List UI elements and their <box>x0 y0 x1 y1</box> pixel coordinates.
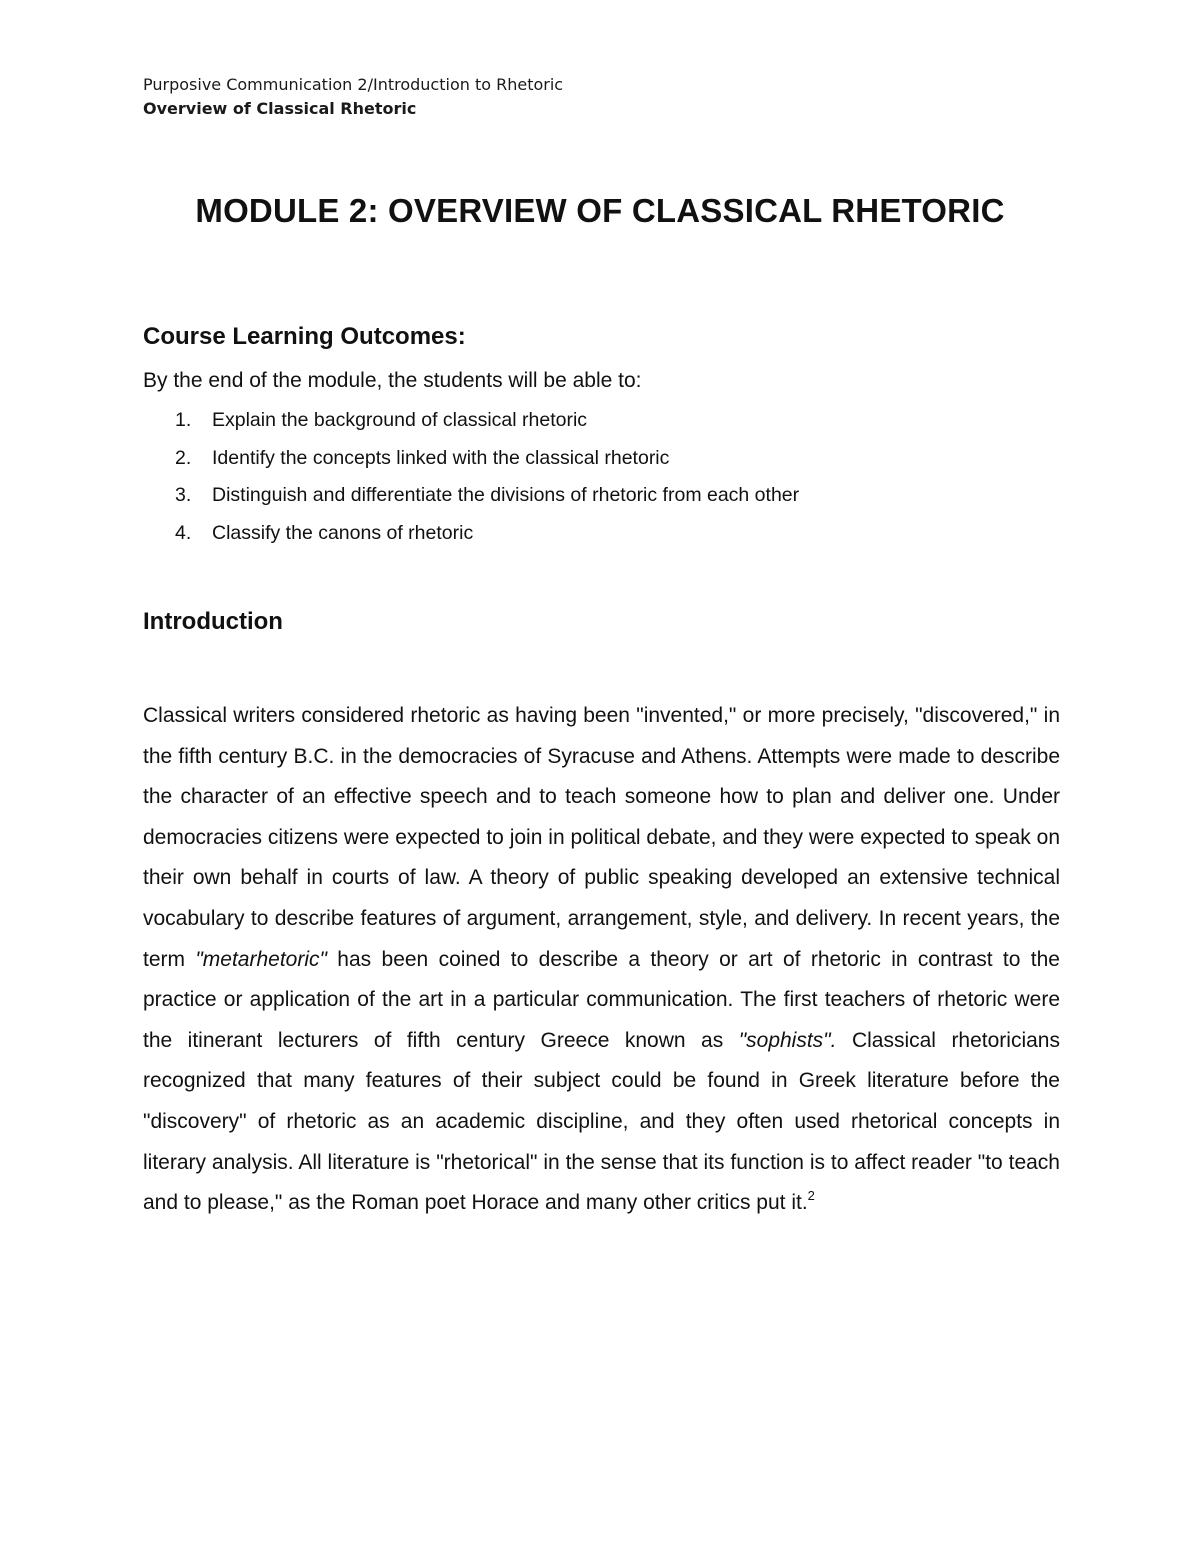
introduction-heading: Introduction <box>143 608 283 635</box>
outcome-number: 4. <box>175 521 192 544</box>
outcome-item <box>143 519 799 557</box>
footnote-reference: 2 <box>807 1188 815 1204</box>
outcome-number: 1. <box>175 409 192 431</box>
outcome-text: Explain the background of classical rhetoric <box>212 409 588 431</box>
outcome-item <box>143 406 799 444</box>
introduction-paragraph <box>143 696 1060 1224</box>
module-title: MODULE 2: OVERVIEW OF CLASSICAL RHETORIC <box>195 192 1005 229</box>
outcome-number: 3. <box>175 484 192 506</box>
outcome-number: 2. <box>175 446 192 469</box>
intro-text-part2: has been coined to describe a theory or art of rhetoric in contrast to the practice or application of the art in a particular communication. The first teachers of rhetoric were the itinerant lecturers of fifth century Greece known as <box>143 947 1060 1052</box>
term-sophists: "sophists". <box>738 1028 837 1052</box>
outcomes-lead: By the end of the module, the students will be able to: <box>143 369 642 392</box>
term-metarhetoric: "metarhetoric" <box>195 947 327 971</box>
outcome-item <box>143 444 799 482</box>
running-header <box>143 73 563 121</box>
intro-text-part3: Classical rhetoricians recognized that many features of their subject could be found in Greek literature before the "discovery" of rhetoric as an academic discipline, and they often used rhetorical concepts in literary analysis. All literature is "rhetorical" in the sense that its function is to affect reader "to teach and to please," as the Roman poet Horace and many other critics put it. <box>143 1028 1060 1215</box>
outcome-item <box>143 481 799 519</box>
header-course-line: Purposive Communication 2/Introduction to Rhetoric <box>143 75 564 94</box>
outcome-text: Classify the canons of rhetoric <box>212 521 474 544</box>
outcomes-list <box>143 406 799 556</box>
intro-text-part1: Classical writers considered rhetoric as having been "invented," or more precisely, "discovered," in the fifth century B.C. in the democracies of Syracuse and Athens. Attempts were made to describe the character of an effective speech and to teach someone how to plan and deliver one. Under democracies citizens were expected to join in political debate, and they were expected to speak on their own behalf in courts of law. A theory of public speaking developed an extensive technical vocabulary to describe features of argument, arrangement, style, and delivery. In recent years, the term <box>143 704 1060 971</box>
outcomes-heading: Course Learning Outcomes: <box>143 323 466 350</box>
outcome-text: Identify the concepts linked with the classical rhetoric <box>212 446 670 469</box>
outcome-text: Distinguish and differentiate the divisions of rhetoric from each other <box>212 484 800 506</box>
header-topic-line: Overview of Classical Rhetoric <box>143 99 417 118</box>
